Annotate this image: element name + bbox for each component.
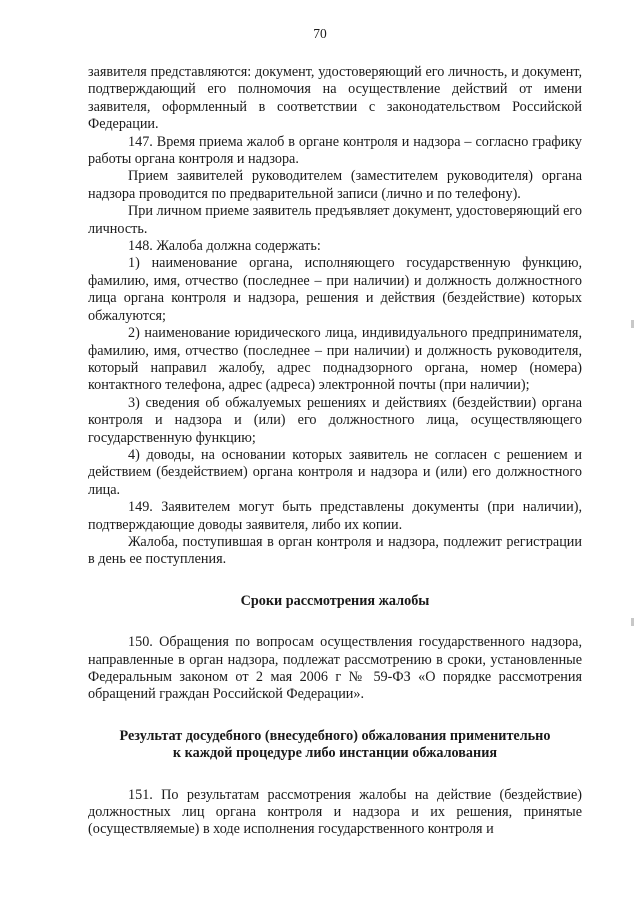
heading-line-1: Результат досудебного (внесудебного) обжалования применительно <box>119 727 551 744</box>
page-number: 70 <box>313 26 327 41</box>
paragraph-149: 149. Заявителем могут быть представлены документы (при наличии), подтверждающие доводы заявителя, либо их копии. <box>88 499 582 533</box>
paragraph-151: 151. По результатам рассмотрения жалобы на действие (бездействие) должностных лиц органа контроля и надзора и их решения, принятые (осуществляемые) в ходе исполнения государственного контроля и <box>88 786 582 838</box>
paragraph-continuation: заявителя представляются: документ, удостоверяющий его личность, и документ, подтверждающий его полномочия на осуществление действий от имени заявителя, оформленный в соответствии с законодательством Российской Федерации. <box>88 64 582 133</box>
paragraph-150: 150. Обращения по вопросам осуществления государственного надзора, направленные в орган надзора, подлежат рассмотрению в сроки, установленные Федеральным законом от 2 мая 2006 г № 59-ФЗ «О порядке рассмотрения обращений граждан Российской Федерации». <box>88 634 582 703</box>
paragraph-147: 147. Время приема жалоб в органе контроля и надзора – согласно графику работы органа контроля и надзора. <box>88 133 582 168</box>
list-item-2: 2) наименование юридического лица, индивидуального предпринимателя, фамилию, имя, отчество (последнее – при наличии) и должность руководителя, который направил жалобу, адрес поднадзорного органа, номер (номера) контактного телефона, адрес (адреса) электронной почты (при наличии); <box>88 325 582 394</box>
list-item-1: 1) наименование органа, исполняющего государственную функцию, фамилию, имя, отчество (последнее – при наличии) и должность должностного лица органа контроля и надзора, решения и действия (бездействие) которых обжалуются; <box>88 255 582 324</box>
scan-artifact-mark <box>631 320 634 328</box>
section-heading-appeal-result <box>88 728 582 763</box>
list-item-3: 3) сведения об обжалуемых решениях и действиях (бездействии) органа контроля и надзора и (или) его должностного лица, осуществляющего государственную функцию; <box>88 394 582 446</box>
paragraph-reception: Прием заявителей руководителем (заместителем руководителя) органа надзора проводится по предварительной записи (лично и по телефону). <box>88 168 582 202</box>
paragraph-148: 148. Жалоба должна содержать: <box>128 238 321 255</box>
scan-artifact-mark <box>631 618 634 626</box>
paragraph-registration: Жалоба, поступившая в орган контроля и надзора, подлежит регистрации в день ее поступления. <box>88 533 582 568</box>
list-item-4: 4) доводы, на основании которых заявитель не согласен с решением и действием (бездействием) органа контроля и надзора и (или) его должностного лица. <box>88 446 582 498</box>
heading-line-2: к каждой процедуре либо инстанции обжалования <box>172 745 498 762</box>
paragraph-personal-reception: При личном приеме заявитель предъявляет документ, удостоверяющий его личность. <box>88 203 582 237</box>
section-heading-review-terms: Сроки рассмотрения жалобы <box>240 592 430 609</box>
document-body <box>88 64 582 839</box>
